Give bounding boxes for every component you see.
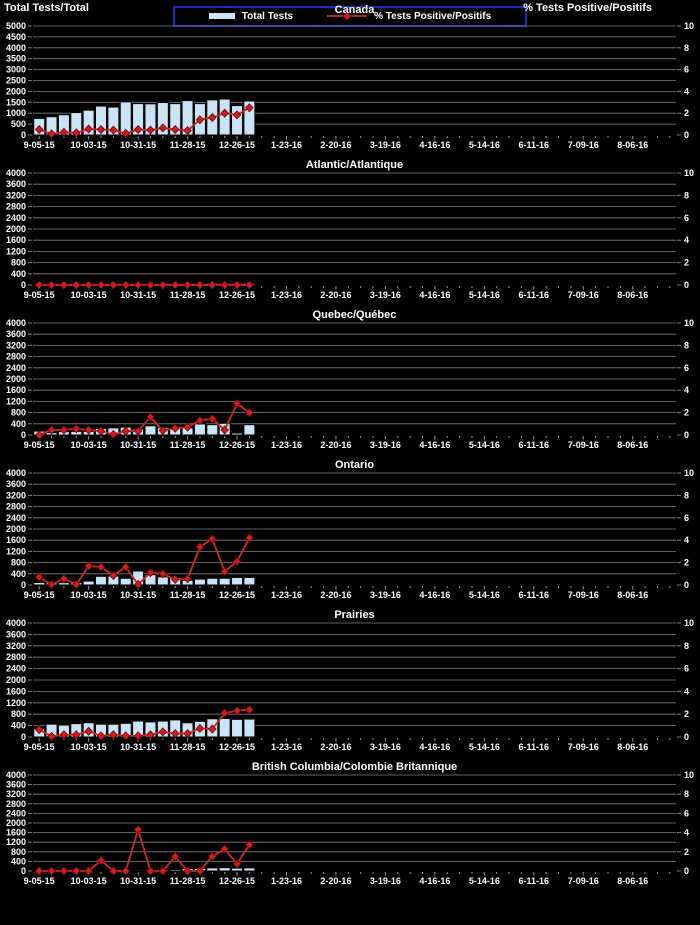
svg-text:4: 4 bbox=[684, 535, 690, 546]
svg-text:10-03-15: 10-03-15 bbox=[70, 140, 107, 150]
svg-text:0: 0 bbox=[684, 130, 690, 140]
svg-text:400: 400 bbox=[10, 268, 26, 279]
chart-title bbox=[335, 459, 374, 471]
svg-text:10-31-15: 10-31-15 bbox=[120, 140, 157, 150]
svg-text:0: 0 bbox=[684, 280, 690, 290]
svg-text:500: 500 bbox=[10, 119, 26, 130]
svg-text:1-23-16: 1-23-16 bbox=[270, 440, 303, 450]
svg-text:1600: 1600 bbox=[5, 235, 26, 246]
gridlines bbox=[33, 623, 676, 726]
svg-text:9-05-15: 9-05-15 bbox=[23, 290, 55, 300]
svg-text:10-31-15: 10-31-15 bbox=[120, 876, 157, 886]
svg-text:3600: 3600 bbox=[5, 629, 26, 640]
svg-text:3-19-16: 3-19-16 bbox=[369, 440, 401, 450]
svg-text:7-09-16: 7-09-16 bbox=[567, 290, 599, 300]
svg-text:1200: 1200 bbox=[5, 396, 26, 407]
svg-text:10: 10 bbox=[684, 468, 695, 478]
chart-plot bbox=[0, 0, 700, 157]
chart-atlantic-atlantique bbox=[0, 157, 700, 307]
svg-text:8-06-16: 8-06-16 bbox=[617, 290, 649, 300]
svg-text:4000: 4000 bbox=[5, 468, 26, 478]
svg-text:800: 800 bbox=[10, 846, 26, 857]
svg-text:2800: 2800 bbox=[5, 201, 26, 212]
svg-text:2000: 2000 bbox=[5, 524, 26, 534]
chart-title bbox=[313, 309, 397, 321]
legend-label-total-tests: Total Tests bbox=[241, 10, 294, 22]
gridlines bbox=[33, 775, 676, 861]
chart-canada bbox=[0, 0, 700, 157]
svg-text:4: 4 bbox=[684, 827, 690, 838]
svg-text:2400: 2400 bbox=[5, 212, 26, 223]
svg-text:3600: 3600 bbox=[5, 179, 26, 190]
svg-text:11-28-15: 11-28-15 bbox=[169, 742, 206, 752]
chart-plot bbox=[0, 307, 700, 457]
svg-text:3200: 3200 bbox=[5, 340, 26, 351]
svg-text:10: 10 bbox=[684, 770, 695, 780]
svg-text:Prairies: Prairies bbox=[334, 609, 375, 621]
svg-text:7-09-16: 7-09-16 bbox=[567, 440, 599, 450]
svg-text:0: 0 bbox=[20, 130, 26, 140]
svg-text:5-14-16: 5-14-16 bbox=[468, 140, 500, 150]
svg-text:1-23-16: 1-23-16 bbox=[270, 876, 303, 886]
svg-text:12-26-15: 12-26-15 bbox=[219, 440, 256, 450]
svg-text:2400: 2400 bbox=[5, 512, 26, 523]
svg-text:9-05-15: 9-05-15 bbox=[23, 590, 55, 600]
svg-text:6: 6 bbox=[684, 362, 690, 373]
svg-text:Ontario: Ontario bbox=[334, 459, 375, 471]
svg-text:4: 4 bbox=[684, 235, 690, 246]
svg-text:800: 800 bbox=[10, 557, 26, 568]
svg-text:10-31-15: 10-31-15 bbox=[120, 290, 157, 300]
svg-text:1500: 1500 bbox=[5, 97, 26, 108]
svg-text:800: 800 bbox=[10, 407, 26, 418]
svg-text:1600: 1600 bbox=[5, 686, 26, 697]
svg-text:1-23-16: 1-23-16 bbox=[270, 290, 303, 300]
svg-text:10: 10 bbox=[684, 618, 695, 628]
svg-text:6: 6 bbox=[684, 212, 690, 223]
chart-ontario bbox=[0, 457, 700, 607]
svg-text:10-03-15: 10-03-15 bbox=[70, 440, 107, 450]
svg-text:2000: 2000 bbox=[5, 818, 26, 828]
svg-text:2: 2 bbox=[684, 407, 690, 418]
svg-text:10-03-15: 10-03-15 bbox=[70, 290, 107, 300]
svg-text:0: 0 bbox=[684, 430, 690, 440]
svg-text:8: 8 bbox=[684, 190, 690, 201]
svg-text:4: 4 bbox=[684, 385, 690, 396]
svg-text:1600: 1600 bbox=[5, 535, 26, 546]
svg-text:2-20-16: 2-20-16 bbox=[320, 742, 352, 752]
gridlines bbox=[33, 173, 676, 274]
chart-title bbox=[306, 159, 403, 171]
svg-text:5-14-16: 5-14-16 bbox=[468, 290, 500, 300]
line-series bbox=[35, 281, 253, 289]
svg-text:5-14-16: 5-14-16 bbox=[468, 440, 500, 450]
svg-text:6: 6 bbox=[684, 808, 690, 819]
svg-text:8: 8 bbox=[684, 340, 690, 351]
svg-text:4: 4 bbox=[684, 86, 690, 97]
axis-labels bbox=[6, 168, 694, 300]
svg-text:2000: 2000 bbox=[5, 224, 26, 234]
svg-text:2-20-16: 2-20-16 bbox=[320, 290, 352, 300]
chart-title bbox=[252, 761, 457, 773]
svg-text:3000: 3000 bbox=[5, 64, 26, 75]
svg-text:2: 2 bbox=[684, 709, 690, 720]
svg-text:1600: 1600 bbox=[5, 827, 26, 838]
svg-text:2400: 2400 bbox=[5, 362, 26, 373]
svg-text:5-14-16: 5-14-16 bbox=[468, 876, 500, 886]
svg-text:2000: 2000 bbox=[5, 675, 26, 685]
svg-text:6-11-16: 6-11-16 bbox=[518, 742, 550, 752]
svg-text:12-26-15: 12-26-15 bbox=[219, 140, 256, 150]
svg-text:1-23-16: 1-23-16 bbox=[270, 742, 303, 752]
svg-text:10-03-15: 10-03-15 bbox=[70, 876, 107, 886]
svg-text:7-09-16: 7-09-16 bbox=[567, 742, 599, 752]
svg-text:2800: 2800 bbox=[5, 501, 26, 512]
svg-text:3600: 3600 bbox=[5, 329, 26, 340]
svg-text:1-23-16: 1-23-16 bbox=[270, 590, 303, 600]
svg-text:10-03-15: 10-03-15 bbox=[70, 590, 107, 600]
svg-text:7-09-16: 7-09-16 bbox=[567, 590, 599, 600]
svg-text:4-16-16: 4-16-16 bbox=[419, 590, 451, 600]
svg-text:6-11-16: 6-11-16 bbox=[518, 290, 550, 300]
svg-text:12-26-15: 12-26-15 bbox=[219, 876, 256, 886]
svg-text:Atlantic/Atlantique: Atlantic/Atlantique bbox=[305, 159, 404, 171]
svg-text:2800: 2800 bbox=[5, 798, 26, 809]
chart-prairies bbox=[0, 607, 700, 759]
chart-plot bbox=[0, 457, 700, 607]
svg-text:4-16-16: 4-16-16 bbox=[419, 290, 451, 300]
svg-text:2500: 2500 bbox=[5, 75, 26, 86]
svg-text:3-19-16: 3-19-16 bbox=[369, 140, 401, 150]
svg-text:6: 6 bbox=[684, 663, 690, 674]
svg-text:2400: 2400 bbox=[5, 663, 26, 674]
chart-title bbox=[334, 609, 374, 621]
svg-text:7-09-16: 7-09-16 bbox=[567, 876, 599, 886]
svg-text:9-05-15: 9-05-15 bbox=[23, 876, 55, 886]
svg-text:4-16-16: 4-16-16 bbox=[419, 876, 451, 886]
chart-quebec-qu-bec bbox=[0, 307, 700, 457]
right-axis-title: % Tests Positive/Positifs bbox=[523, 2, 652, 14]
svg-text:6: 6 bbox=[684, 512, 690, 523]
svg-text:3600: 3600 bbox=[5, 479, 26, 490]
svg-text:3200: 3200 bbox=[5, 490, 26, 501]
svg-text:4000: 4000 bbox=[5, 42, 26, 53]
svg-text:2: 2 bbox=[684, 108, 690, 119]
chart-plot bbox=[0, 759, 700, 893]
legend-label-percent-positive: % Tests Positive/Positifs bbox=[374, 10, 492, 22]
svg-text:6-11-16: 6-11-16 bbox=[518, 140, 550, 150]
svg-text:400: 400 bbox=[10, 418, 26, 429]
svg-text:2: 2 bbox=[684, 257, 690, 268]
svg-text:11-28-15: 11-28-15 bbox=[169, 440, 206, 450]
svg-text:10-31-15: 10-31-15 bbox=[120, 590, 157, 600]
svg-text:5-14-16: 5-14-16 bbox=[468, 590, 500, 600]
svg-text:1200: 1200 bbox=[5, 697, 26, 708]
svg-text:3500: 3500 bbox=[5, 53, 26, 64]
svg-text:2: 2 bbox=[684, 557, 690, 568]
svg-text:0: 0 bbox=[684, 866, 690, 876]
svg-text:400: 400 bbox=[10, 720, 26, 731]
svg-text:4000: 4000 bbox=[5, 318, 26, 328]
chart-british-columbia-colombie-britannique bbox=[0, 759, 700, 893]
svg-text:7-09-16: 7-09-16 bbox=[567, 140, 599, 150]
svg-text:8: 8 bbox=[684, 42, 690, 53]
svg-text:2800: 2800 bbox=[5, 351, 26, 362]
svg-text:10: 10 bbox=[684, 21, 695, 31]
svg-text:0: 0 bbox=[20, 580, 26, 590]
svg-text:3-19-16: 3-19-16 bbox=[369, 290, 401, 300]
axis-labels bbox=[6, 770, 694, 886]
svg-text:6-11-16: 6-11-16 bbox=[518, 590, 550, 600]
svg-text:2-20-16: 2-20-16 bbox=[320, 140, 352, 150]
svg-text:6: 6 bbox=[684, 64, 690, 75]
svg-text:4: 4 bbox=[684, 686, 690, 697]
svg-text:6-11-16: 6-11-16 bbox=[518, 440, 550, 450]
svg-text:400: 400 bbox=[10, 856, 26, 867]
chart-title bbox=[335, 4, 376, 16]
svg-text:4000: 4000 bbox=[5, 770, 26, 780]
svg-text:Canada: Canada bbox=[334, 4, 375, 16]
svg-text:12-26-15: 12-26-15 bbox=[219, 590, 256, 600]
svg-text:3200: 3200 bbox=[5, 789, 26, 800]
svg-text:3-19-16: 3-19-16 bbox=[369, 876, 401, 886]
svg-text:9-05-15: 9-05-15 bbox=[23, 742, 55, 752]
svg-text:2000: 2000 bbox=[5, 374, 26, 384]
svg-text:8-06-16: 8-06-16 bbox=[617, 140, 649, 150]
svg-text:10: 10 bbox=[684, 168, 695, 178]
svg-text:5000: 5000 bbox=[5, 21, 26, 31]
svg-text:4500: 4500 bbox=[5, 31, 26, 42]
svg-text:2-20-16: 2-20-16 bbox=[320, 440, 352, 450]
svg-text:5-14-16: 5-14-16 bbox=[468, 742, 500, 752]
svg-text:8: 8 bbox=[684, 490, 690, 501]
svg-text:10-31-15: 10-31-15 bbox=[120, 742, 157, 752]
gridlines bbox=[33, 473, 676, 574]
svg-text:3200: 3200 bbox=[5, 640, 26, 651]
svg-text:4-16-16: 4-16-16 bbox=[419, 440, 451, 450]
svg-text:11-28-15: 11-28-15 bbox=[169, 876, 206, 886]
svg-text:8-06-16: 8-06-16 bbox=[617, 440, 649, 450]
svg-text:1200: 1200 bbox=[5, 837, 26, 848]
svg-text:8-06-16: 8-06-16 bbox=[617, 742, 649, 752]
svg-text:1200: 1200 bbox=[5, 246, 26, 257]
svg-text:10-03-15: 10-03-15 bbox=[70, 742, 107, 752]
svg-text:British Columbia/Colombie Brit: British Columbia/Colombie Britannique bbox=[251, 761, 458, 773]
svg-text:0: 0 bbox=[20, 280, 26, 290]
svg-text:11-28-15: 11-28-15 bbox=[169, 590, 206, 600]
svg-text:11-28-15: 11-28-15 bbox=[169, 140, 206, 150]
svg-text:2400: 2400 bbox=[5, 808, 26, 819]
svg-text:8-06-16: 8-06-16 bbox=[617, 876, 649, 886]
chart-plot bbox=[0, 157, 700, 307]
svg-text:2-20-16: 2-20-16 bbox=[320, 876, 352, 886]
left-axis-title: Total Tests/Total bbox=[4, 2, 89, 14]
svg-text:6-11-16: 6-11-16 bbox=[518, 876, 550, 886]
svg-text:8: 8 bbox=[684, 640, 690, 651]
svg-text:400: 400 bbox=[10, 568, 26, 579]
svg-text:2-20-16: 2-20-16 bbox=[320, 590, 352, 600]
svg-text:12-26-15: 12-26-15 bbox=[219, 290, 256, 300]
svg-text:3-19-16: 3-19-16 bbox=[369, 742, 401, 752]
svg-text:1600: 1600 bbox=[5, 385, 26, 396]
svg-text:3600: 3600 bbox=[5, 779, 26, 790]
svg-text:0: 0 bbox=[20, 866, 26, 876]
svg-text:800: 800 bbox=[10, 709, 26, 720]
svg-text:11-28-15: 11-28-15 bbox=[169, 290, 206, 300]
svg-text:8: 8 bbox=[684, 789, 690, 800]
svg-text:10: 10 bbox=[684, 318, 695, 328]
svg-text:0: 0 bbox=[20, 430, 26, 440]
svg-text:9-05-15: 9-05-15 bbox=[23, 140, 55, 150]
svg-text:Quebec/Québec: Quebec/Québec bbox=[312, 309, 397, 321]
gridlines bbox=[33, 323, 676, 424]
svg-text:9-05-15: 9-05-15 bbox=[23, 440, 55, 450]
svg-text:4-16-16: 4-16-16 bbox=[419, 140, 451, 150]
svg-text:3-19-16: 3-19-16 bbox=[369, 590, 401, 600]
svg-text:8-06-16: 8-06-16 bbox=[617, 590, 649, 600]
svg-text:800: 800 bbox=[10, 257, 26, 268]
svg-text:0: 0 bbox=[684, 580, 690, 590]
svg-text:0: 0 bbox=[684, 732, 690, 742]
svg-text:2000: 2000 bbox=[5, 86, 26, 97]
svg-text:3200: 3200 bbox=[5, 190, 26, 201]
svg-text:1000: 1000 bbox=[5, 108, 26, 119]
svg-text:10-31-15: 10-31-15 bbox=[120, 440, 157, 450]
svg-text:2800: 2800 bbox=[5, 652, 26, 663]
svg-text:2: 2 bbox=[684, 846, 690, 857]
chart-plot bbox=[0, 607, 700, 759]
svg-text:1200: 1200 bbox=[5, 546, 26, 557]
svg-text:4-16-16: 4-16-16 bbox=[419, 742, 451, 752]
svg-text:12-26-15: 12-26-15 bbox=[219, 742, 256, 752]
svg-text:1-23-16: 1-23-16 bbox=[270, 140, 303, 150]
svg-text:4000: 4000 bbox=[5, 618, 26, 628]
svg-text:4000: 4000 bbox=[5, 168, 26, 178]
svg-text:0: 0 bbox=[20, 732, 26, 742]
